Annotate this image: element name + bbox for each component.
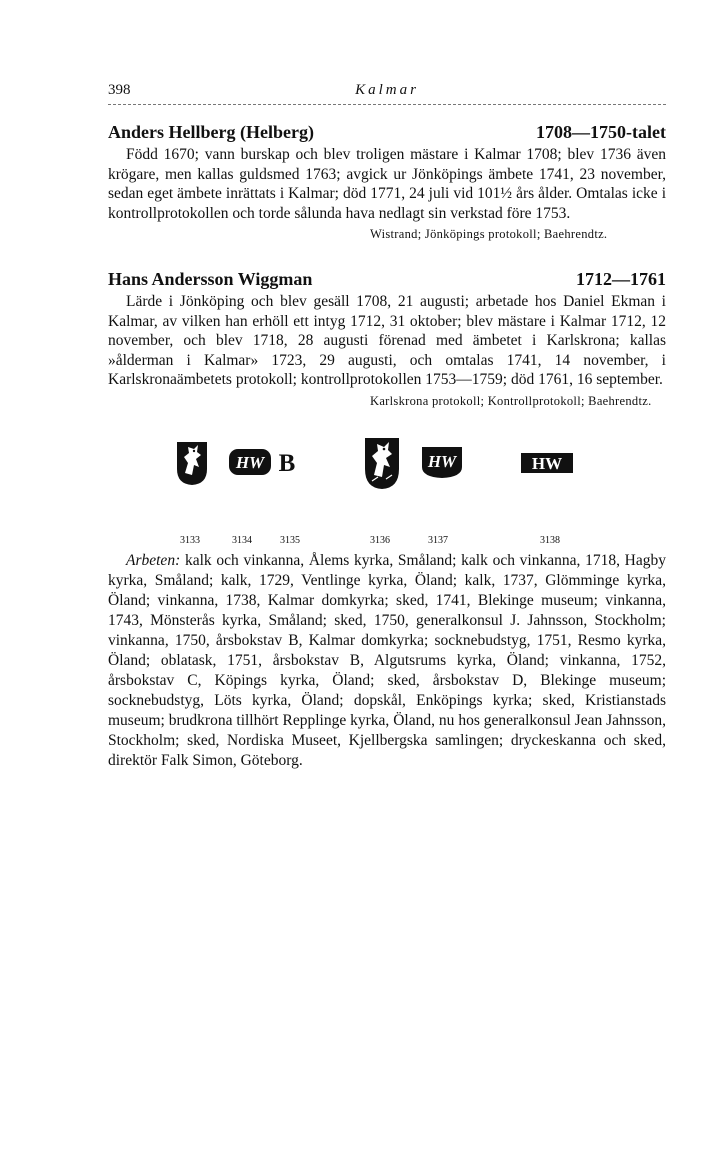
- entry-sources: Wistrand; Jönköpings protokoll; Baehrendtz.: [370, 227, 608, 241]
- mark-number: 3135: [280, 534, 300, 546]
- entry-heading: [108, 268, 666, 290]
- entry-text: Lärde i Jönköping och blev gesäll 1708, 21 augusti; arbetade hos Daniel Ekman i Kalmar, av vilken han erhöll ett intyg 1712, 31 oktober; blev mästare i Kalmar 1712, 12 november, och blev 1718, 28 augusti förenad med ämbetet i Karlskrona; kallas »ålderman i Kalmar» 1723, 29 augusti, och omtalas 1741, 14 november, i Karlskronaämbetets protokoll; kontrollprotokollen 1753—1759; död 1761, 16 september.: [108, 293, 666, 388]
- entry-name: Hans Andersson Wiggman: [108, 269, 313, 289]
- mark-number: 3137: [428, 534, 448, 546]
- entry-hellberg: [108, 121, 666, 242]
- hallmarks-row: [108, 439, 666, 551]
- mark-letters: HW: [427, 451, 457, 471]
- griffin-town-mark-icon: [174, 439, 210, 487]
- maker-mark-hw-icon: [420, 445, 464, 479]
- mark-number: 3138: [540, 534, 560, 546]
- entry-dates: 1708—1750-talet: [536, 122, 666, 142]
- entry-text: Född 1670; vann burskap och blev troligen mästare i Kalmar 1708; blev 1736 även krögare, men kallas guldsmed 1763; avgick ur Jönköpings ämbete 1741, 23 november, sedan eget ämbete inrättats i Kalmar; död 1771, 24 juli vid 101½ års ålder. Omtalas icke i kontrollprotokollen och torde sålunda hava nedlagt sin verkstad före 1753.: [108, 146, 666, 222]
- entry-wiggman: [108, 268, 666, 409]
- works-text: kalk och vinkanna, Ålems kyrka, Småland; kalk och vinkanna, 1718, Hagby kyrka, Småland; kalk, 1729, Ventlinge kyrka, Öland; kalk, 1737, Glömminge kyrka, Öland; vinkanna, 1738, Kalmar domkyrka; sked, 1741, Blekinge museum; vinkanna, 1743, Mönsterås kyrka, Småland; sked, 1750, generalkonsul J. Jahnsson, Stockholm; vinkanna, 1750, årsbokstav B, Kalmar domkyrka; socknebudstyg, 1751, Resmo kyrka, Öland; oblatask, 1751, årsbokstav B, Algutsrums kyrka, Öland; vinkanna, 1752, årsbokstav C, Köpings kyrka, Öland; sked, årsbokstav D, Blekinge museum; socknebudstyg, Löts kyrka, Öland; dopskål, Enköpings kyrka; sked, Kristianstads museum; brudkrona tillhört Repplinge kyrka, Öland, nu hos generalkonsul Jean Jahnsson, Stockholm; sked, Nordiska Museet, Kjellbergska samlingen; dryckeskanna och sked, direktör Falk Simon, Göteborg.: [108, 551, 666, 769]
- mark-letters: HW: [531, 453, 563, 473]
- mark-letters: HW: [235, 452, 265, 472]
- entry-name: Anders Hellberg (Helberg): [108, 122, 314, 142]
- griffin-town-mark-icon: [362, 435, 402, 491]
- header-rule: [108, 104, 666, 105]
- mark-number: 3133: [180, 534, 200, 546]
- works-paragraph: [108, 551, 666, 771]
- date-letter-b-icon: [274, 447, 300, 477]
- mark-letters: B: [278, 449, 296, 477]
- entry-dates: 1712—1761: [576, 269, 666, 289]
- maker-mark-hw-icon: [520, 451, 574, 475]
- running-title: Kalmar: [355, 82, 419, 98]
- running-head: [108, 82, 666, 104]
- works-lead: Arbeten:: [126, 551, 181, 569]
- mark-number: 3134: [232, 534, 252, 546]
- mark-number: 3136: [370, 534, 390, 546]
- page-number: 398: [108, 82, 131, 98]
- entry-sources: Karlskrona protokoll; Kontrollprotokoll; Baehrendtz.: [370, 393, 652, 408]
- book-page: [108, 82, 666, 771]
- maker-mark-hw-icon: [228, 447, 272, 477]
- entry-heading: [108, 121, 666, 143]
